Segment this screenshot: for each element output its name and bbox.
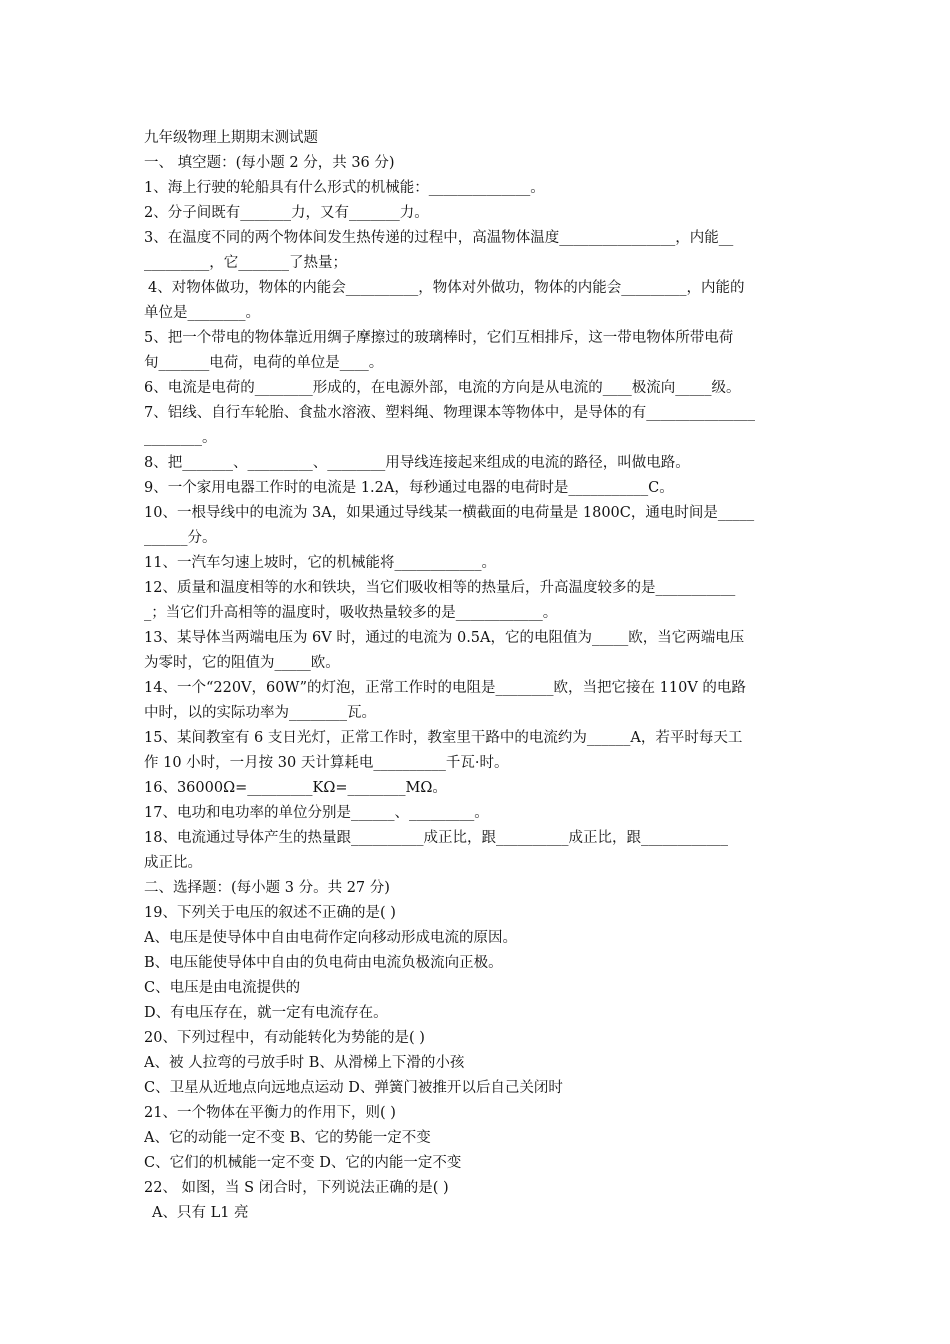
question-16: 16、36000Ω=_________KΩ=________MΩ。 [144,780,447,796]
question-10: 10、一根导线中的电流为 3A，如果通过导线某一横截面的电荷量是 1800C，通电时间是_____ [144,505,755,521]
question-1: 1、海上行驶的轮船具有什么形式的机械能：______________。 [144,180,545,196]
question-3-cont: _________，它_______了热量； [144,255,347,271]
section-heading-fill-in: 一、 填空题：(每小题 2 分，共 36 分) [144,155,395,171]
question-18-cont: 成正比。 [144,855,202,871]
question-5-cont: 旬_______电荷，电荷的单位是____。 [144,355,384,371]
question-20: 20、下列过程中，有动能转化为势能的是( ) [144,1030,425,1046]
question-5: 5、把一个带电的物体靠近用绸子摩擦过的玻璃棒时，它们互相排斥，这一带电物体所带电荷 [144,330,734,346]
question-19: 19、下列关于电压的叙述不正确的是( ) [144,905,396,921]
question-6: 6、电流是电荷的________形成的，在电源外部，电流的方向是从电流的____极流向_____级。 [144,380,741,396]
question-7: 7、铝线、自行车轮胎、食盐水溶液、塑料绳、物理课本等物体中，是导体的有_______________ [144,405,755,421]
question-10-cont: ______分。 [144,530,217,546]
question-13: 13、某导体当两端电压为 6V 时，通过的电流为 0.5A，它的电阻值为_____欧，当它两端电压 [144,630,745,646]
question-21-options-cd: C、它们的机械能一定不变 D、它的内能一定不变 [144,1155,462,1171]
question-21-options-ab: A、它的动能一定不变 B、它的势能一定不变 [144,1130,431,1146]
question-13-cont: 为零时，它的阻值为_____欧。 [144,655,340,671]
question-2: 2、分子间既有_______力，又有_______力。 [144,205,429,221]
question-9: 9、一个家用电器工作时的电流是 1.2A，每秒通过电器的电荷时是___________C。 [144,480,674,496]
question-19-option-a: A、电压是使导体中自由电荷作定向移动形成电流的原因。 [144,930,517,946]
doc-title: 九年级物理上期期末测试题 [144,130,318,146]
question-20-options-cd: C、卫星从近地点向远地点运动 D、弹簧门被推开以后自己关闭时 [144,1080,563,1096]
question-11: 11、一汽车匀速上坡时，它的机械能将____________。 [144,555,496,571]
question-4-cont: 单位是________。 [144,305,260,321]
question-14: 14、一个“220V，60W”的灯泡，正常工作时的电阻是________欧，当把它接在 110V 的电路 [144,680,746,696]
question-8: 8、把_______、_________、________用导线连接起来组成的电流的路径，叫做电路。 [144,455,690,471]
question-19-option-b: B、电压能使导体中自由的负电荷由电流负极流向正极。 [144,955,503,971]
question-4: 4、对物体做功，物体的内能会__________，物体对外做功，物体的内能会_________，内能的 [148,280,745,296]
question-21: 21、一个物体在平衡力的作用下，则( ) [144,1105,396,1121]
question-22: 22、 如图，当 S 闭合时，下列说法正确的是( ) [144,1180,449,1196]
question-12-cont: _；当它们升高相等的温度时，吸收热量较多的是____________。 [144,605,558,621]
question-7-cont: ________。 [144,430,217,446]
question-3: 3、在温度不同的两个物体间发生热传递的过程中，高温物体温度________________，内能__ [144,230,734,246]
question-12: 12、质量和温度相等的水和铁块，当它们吸收相等的热量后，升高温度较多的是___________ [144,580,736,596]
document-page [144,126,810,1226]
question-19-option-d: D、有电压存在，就一定有电流存在。 [144,1005,388,1021]
question-19-option-c: C、电压是由电流提供的 [144,980,301,996]
question-15-cont: 作 10 小时，一月按 30 天计算耗电__________千瓦·时。 [144,755,509,771]
question-17: 17、电功和电功率的单位分别是______、_________。 [144,805,489,821]
question-15: 15、某间教室有 6 支日光灯，正常工作时，教室里干路中的电流约为______A，若平时每天工 [144,730,743,746]
question-14-cont: 中时，以的实际功率为________瓦。 [144,705,376,721]
section-heading-choice: 二、选择题：(每小题 3 分。共 27 分) [144,880,390,896]
question-22-option-a: A、只有 L1 亮 [152,1205,249,1221]
question-18: 18、电流通过导体产生的热量跟__________成正比，跟__________成正比，跟____________ [144,830,728,846]
question-20-options-ab: A、被 人拉弯的弓放手时 B、从滑梯上下滑的小孩 [144,1055,465,1071]
